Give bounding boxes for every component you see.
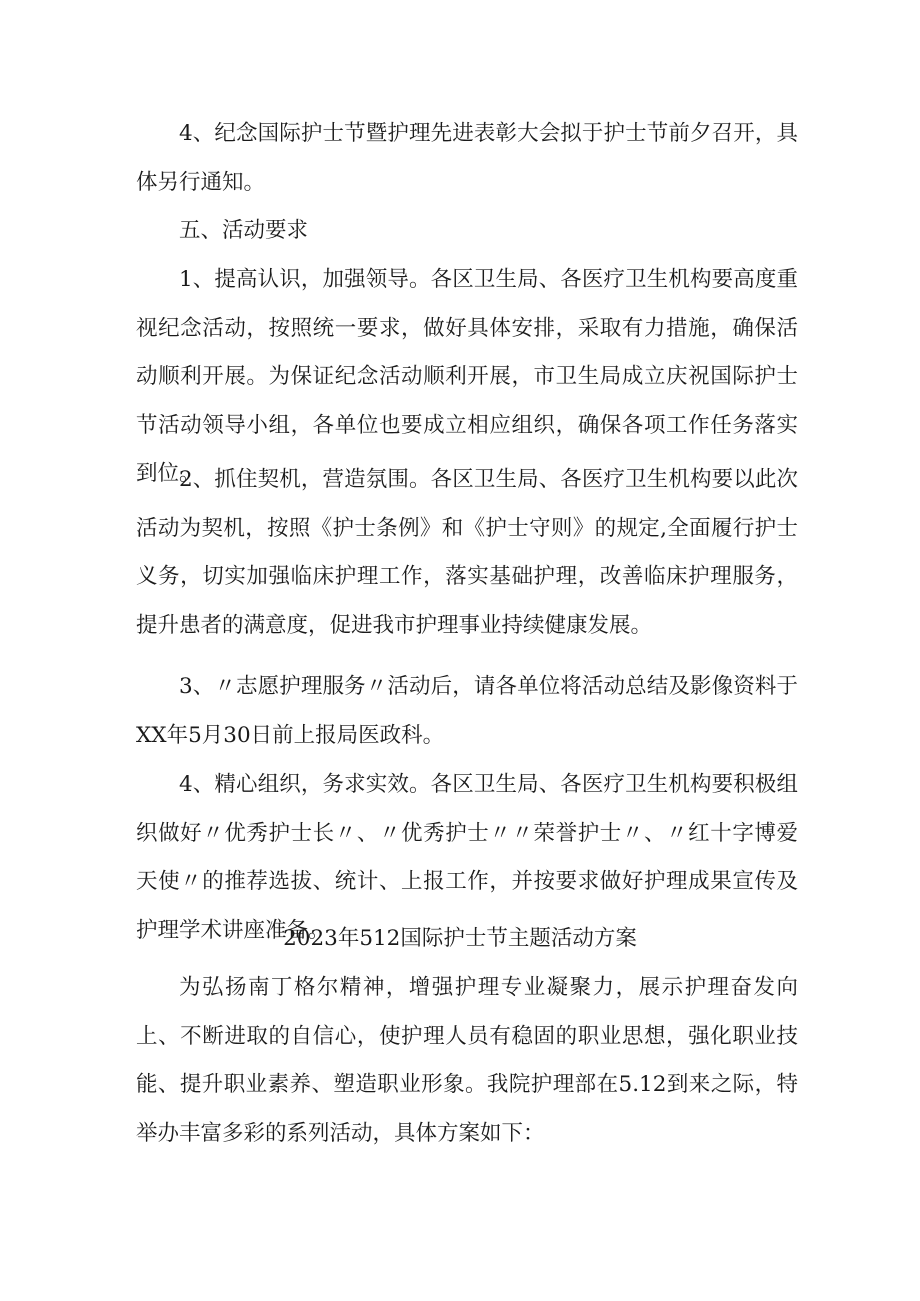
paragraph-requirement-4: 4、精心组织，务求实效。各区卫生局、各医疗卫生机构要积极组织做好〃优秀护士长〃、〃优秀护士〃〃荣誉护士〃、〃红十字博爱天使〃的推荐选拔、统计、上报工作，并按要求做好护理成果宣传及护理学术讲座准备。	[136, 772, 798, 943]
document-title: 2023年512国际护士节主题活动方案	[283, 926, 637, 951]
paragraph-item-4-meeting: 4、纪念国际护士节暨护理先进表彰大会拟于护士节前夕召开，具体另行通知。	[136, 121, 798, 195]
section-heading-requirements: 五、活动要求	[179, 218, 309, 243]
paragraph-introduction: 为弘扬南丁格尔精神，增强护理专业凝聚力，展示护理奋发向上、不断进取的自信心，使护理人员有稳固的职业思想，强化职业技能、提升职业素养、塑造职业形象。我院护理部在5.12到来之际，特举办丰富多彩的系列活动，具体方案如下：	[136, 975, 798, 1146]
paragraph-requirement-3: 3、〃志愿护理服务〃活动后，请各单位将活动总结及影像资料于XX年5月30日前上报局医政科。	[136, 674, 798, 748]
paragraph-requirement-2: 2、抓住契机，营造氛围。各区卫生局、各医疗卫生机构要以此次活动为契机，按照《护士条例》和《护士守则》的规定,全面履行护士义务，切实加强临床护理工作，落实基础护理，改善临床护理服务，提升患者的满意度，促进我市护理事业持续健康发展。	[136, 467, 798, 638]
paragraph-requirement-1: 1、提高认识，加强领导。各区卫生局、各医疗卫生机构要高度重视纪念活动，按照统一要求，做好具体安排，采取有力措施，确保活动顺利开展。为保证纪念活动顺利开展，市卫生局成立庆祝国际护士节活动领导小组，各单位也要成立相应组织，确保各项工作任务落实到位。	[136, 267, 798, 486]
